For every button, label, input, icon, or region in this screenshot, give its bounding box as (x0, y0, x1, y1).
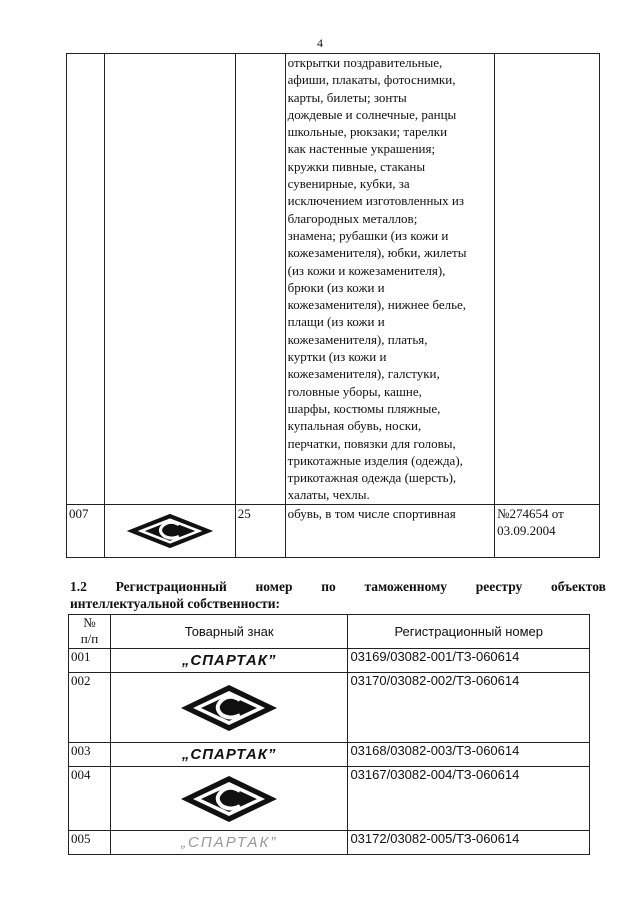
table-row (69, 673, 590, 743)
heading-word: по (321, 579, 336, 594)
mark-cell (104, 54, 235, 505)
table-row (69, 743, 590, 767)
spartak-logo-icon (179, 774, 279, 824)
spartak-wordmark: „СПАРТАК” (181, 833, 278, 851)
page-number: 4 (317, 36, 323, 50)
num-cell (67, 54, 105, 505)
customs-register-table (68, 614, 590, 855)
trademark-cell (110, 673, 348, 743)
heading-line-2: интеллектуальной собственности: (70, 596, 280, 611)
spartak-logo-icon (125, 512, 215, 550)
heading-word: номер (255, 579, 293, 594)
trademark-logo-cell (104, 504, 235, 557)
trademark-cell (110, 649, 348, 673)
table-row (69, 649, 590, 673)
class-cell (235, 54, 285, 505)
goods-text: обувь, в том числе спортивная (285, 504, 495, 557)
table-header-row (69, 615, 590, 649)
heading-word: реестру (475, 579, 523, 594)
reg-number: 03170/03082-002/ТЗ-060614 (348, 673, 590, 743)
section-heading (70, 578, 606, 612)
header-reg-number: Регистрационный номер (348, 615, 590, 649)
row-number: 004 (69, 767, 111, 831)
heading-word: объектов (551, 579, 606, 594)
header-num: № п/п (69, 615, 111, 649)
table-row (67, 54, 600, 505)
row-number: 002 (69, 673, 111, 743)
row-number: 001 (69, 649, 111, 673)
class-number: 25 (235, 504, 285, 557)
header-trademark: Товарный знак (110, 615, 348, 649)
table-row (67, 504, 600, 557)
trademark-cell (110, 743, 348, 767)
reg-number: 03167/03082-004/ТЗ-060614 (348, 767, 590, 831)
heading-word: Регистрационный (115, 579, 227, 594)
spartak-logo-icon (179, 683, 279, 733)
reg-number: 03169/03082-001/ТЗ-060614 (348, 649, 590, 673)
row-number: 003 (69, 743, 111, 767)
certificate-cell (495, 54, 600, 505)
row-number: 007 (67, 504, 105, 557)
certificate-number: №274654 от 03.09.2004 (495, 504, 600, 557)
goods-description: открытки поздравительные, афиши, плакаты, фотоснимки, карты, билеты; зонты дождевые и солнечные, ранцы школьные, рюкзаки; тарелки как настенные украшения; кружки пивные, стаканы сувенирные, кубки, за исключением изготовленных из благородных металлов; знамена; рубашки (из кожи и кожезаменителя), юбки, жилеты (из кожи и кожезаменителя), брюки (из кожи и кожезаменителя), нижнее белье, плащи (из кожи и кожезаменителя), платья, куртки (из кожи и кожезаменителя), галстуки, головные уборы, кашне, шарфы, костюмы пляжные, купальная обувь, носки, перчатки, повязки для головы, трикотажные изделия (одежда), трикотажная одежда (шерсть), халаты, чехлы. (285, 54, 495, 505)
trademark-cell (110, 767, 348, 831)
table-row (69, 767, 590, 831)
reg-number: 03168/03082-003/ТЗ-060614 (348, 743, 590, 767)
spartak-wordmark: „СПАРТАК” (181, 745, 277, 763)
row-number: 005 (69, 831, 111, 855)
section-number: 1.2 (70, 579, 87, 594)
heading-word: таможенному (364, 579, 448, 594)
table-row (69, 831, 590, 855)
reg-number: 03172/03082-005/ТЗ-060614 (348, 831, 590, 855)
goods-table (66, 53, 600, 558)
spartak-wordmark: „СПАРТАК” (181, 651, 277, 669)
trademark-cell (110, 831, 348, 855)
